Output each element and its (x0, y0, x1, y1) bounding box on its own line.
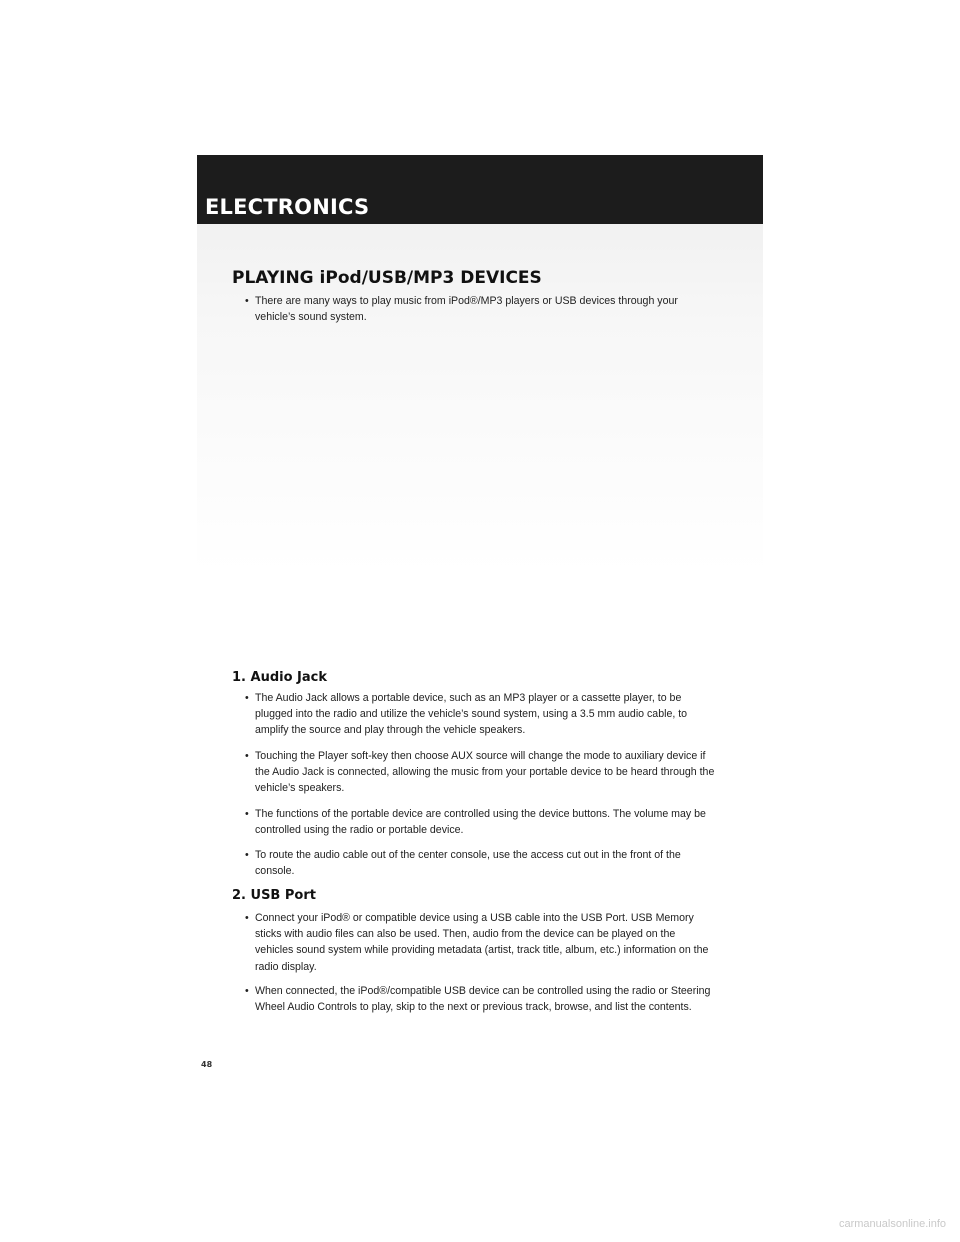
audio-jack-bullet-3: • The functions of the portable device are controlled using the device buttons. The volume may be controlled using the radio or portable device. (245, 806, 715, 838)
audio-jack-bullet-4: • To route the audio cable out of the center console, use the access cut out in the front of the console. (245, 847, 715, 879)
page-heading: PLAYING iPod/USB/MP3 DEVICES (232, 268, 542, 288)
usb-port-bullet-2: • When connected, the iPod®/compatible USB device can be controlled using the radio or Steering Wheel Audio Controls to play, skip to the next or previous track, browse, and list the contents. (245, 983, 715, 1015)
watermark: carmanualsonline.info (838, 1218, 946, 1230)
usb-port-bullet-1: • Connect your iPod® or compatible device using a USB cable into the USB Port. USB Memory sticks with audio files can also be used. Then, audio from the device can be played on the vehicles sound system while providing metadata (artist, track title, album, etc.) information on the radio display. (245, 910, 715, 975)
section-header-bar (197, 155, 763, 224)
usb-port-heading: 2. USB Port (232, 888, 316, 903)
page-number: 48 (201, 1060, 213, 1069)
manual-page (197, 155, 763, 1085)
audio-jack-bullet-2: • Touching the Player soft-key then choose AUX source will change the mode to auxiliary device if the Audio Jack is connected, allowing the music from your portable device to be heard through the vehicle’s speakers. (245, 748, 715, 797)
audio-jack-bullet-1: • The Audio Jack allows a portable device, such as an MP3 player or a cassette player, to be plugged into the radio and utilize the vehicle’s sound system, using a 3.5 mm audio cable, to amplify the source and play through the vehicle speakers. (245, 690, 715, 739)
section-title: ELECTRONICS (205, 195, 370, 219)
audio-jack-heading: 1. Audio Jack (232, 670, 328, 685)
intro-bullet: • There are many ways to play music from iPod®/MP3 players or USB devices through your vehicle’s sound system. (245, 293, 715, 325)
